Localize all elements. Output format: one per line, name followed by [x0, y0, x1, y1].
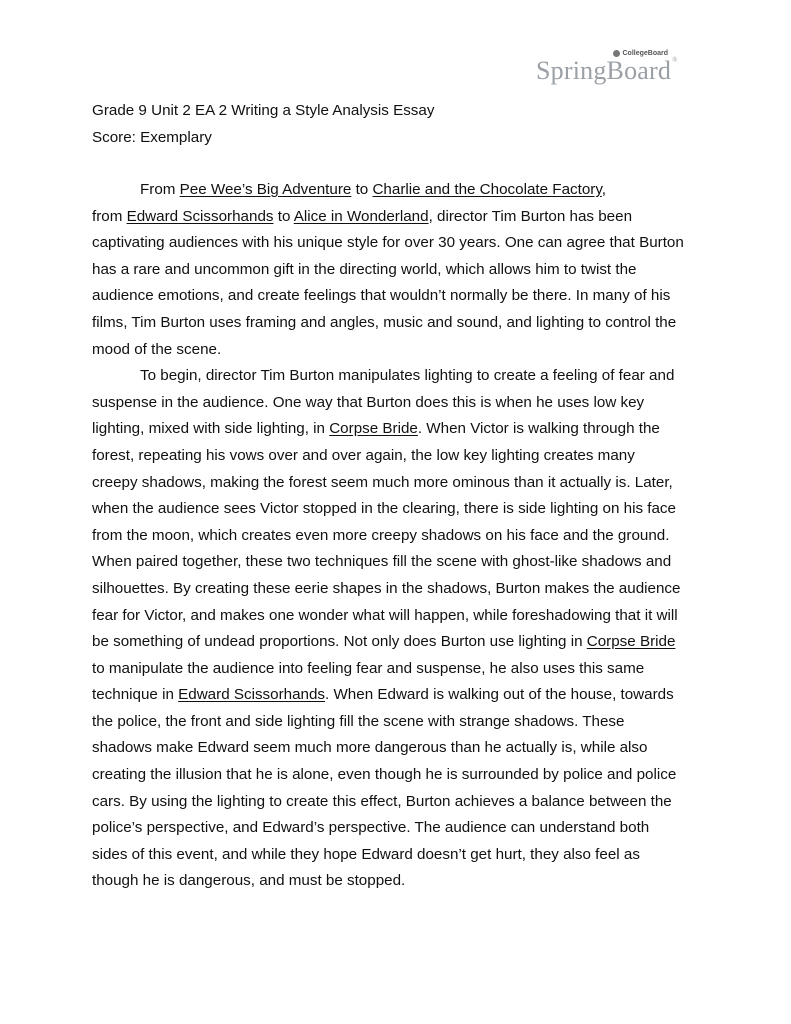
- springboard-wordmark: [536, 56, 678, 86]
- text-line: from Edward Scissorhands to Alice in Wonderland, director Tim Burton has been: [92, 207, 633, 225]
- film-title: Alice in Wonderland: [293, 207, 429, 225]
- text-line: To begin, director Tim Burton manipulates lighting to create a feeling of fear and: [140, 367, 675, 385]
- springboard-logo: [536, 48, 678, 88]
- text-line: though he is dangerous, and must be stopped.: [92, 872, 406, 890]
- text-line: shadows make Edward seem much more dangerous than he actually is, while also: [92, 739, 648, 757]
- film-title: Edward Scissorhands: [178, 686, 326, 704]
- text-line: be something of undead proportions. Not only does Burton use lighting in Corpse Bride: [92, 633, 676, 651]
- text-line: films, Tim Burton uses framing and angles, music and sound, and lighting to control the: [92, 313, 677, 331]
- essay-body: [92, 177, 704, 895]
- text-line: from the moon, which creates even more creepy shadows on his face and the ground.: [92, 526, 670, 544]
- text-line: From Pee Wee’s Big Adventure to Charlie and the Chocolate Factory,: [140, 181, 607, 198]
- text-line: suspense in the audience. One way that Burton does this is when he uses low key: [92, 393, 645, 411]
- text-line: sides of this event, and while they hope Edward doesn’t get hurt, they also feel as: [92, 845, 640, 863]
- film-title: Charlie and the Chocolate Factory: [372, 181, 602, 198]
- text-line: audience emotions, and create feelings that wouldn’t normally be there. In many of his: [92, 287, 671, 305]
- text-line: creepy shadows, making the forest seem much more ominous than it actually is. Later,: [92, 473, 673, 491]
- text-line: the police, the front and side lighting fill the scene with strange shadows. These: [92, 712, 625, 730]
- text-line: captivating audiences with his unique style for over 30 years. One can agree that Burton: [92, 234, 684, 252]
- text-line: has a rare and uncommon gift in the directing world, which allows him to twist the: [92, 260, 637, 278]
- text-line: creating the illusion that he is alone, even though he is surrounded by police and police: [92, 766, 677, 784]
- text-line: to manipulate the audience into feeling fear and suspense, he also uses this same: [92, 659, 645, 677]
- registered-mark: ®: [672, 56, 678, 64]
- text-line: mood of the scene.: [92, 340, 222, 358]
- film-title: Edward Scissorhands: [126, 207, 274, 225]
- film-title: Pee Wee’s Big Adventure: [179, 181, 352, 198]
- paragraph-body-1: [92, 363, 704, 895]
- springboard-name: SpringBoard: [536, 56, 672, 85]
- film-title: Corpse Bride: [329, 420, 418, 438]
- paragraph-intro: [92, 177, 704, 363]
- score-label: Score: Exemplary: [92, 129, 212, 146]
- text-line: when the audience sees Victor stopped in the clearing, there is side lighting on his face: [92, 500, 676, 518]
- text-line: cars. By using the lighting to create this effect, Burton achieves a balance between the: [92, 792, 672, 810]
- collegeboard-label: CollegeBoard: [622, 49, 668, 57]
- text-line: lighting, mixed with side lighting, in Corpse Bride. When Victor is walking through the: [92, 420, 660, 438]
- text-line: fear for Victor, and makes one wonder what will happen, while foreshadowing that it will: [92, 606, 678, 624]
- film-title: Corpse Bride: [586, 633, 676, 651]
- text-line: police’s perspective, and Edward’s perspective. The audience can understand both: [92, 819, 650, 837]
- text-line: technique in Edward Scissorhands. When Edward is walking out of the house, towards: [92, 686, 674, 704]
- text-line: silhouettes. By creating these eerie shapes in the shadows, Burton makes the audience: [92, 579, 681, 597]
- text-line: When paired together, these two techniques fill the scene with ghost-like shadows and: [92, 553, 672, 571]
- text-line: forest, repeating his vows over and over again, the low key lighting creates many: [92, 446, 635, 464]
- document-title: Grade 9 Unit 2 EA 2 Writing a Style Analysis Essay: [92, 102, 435, 119]
